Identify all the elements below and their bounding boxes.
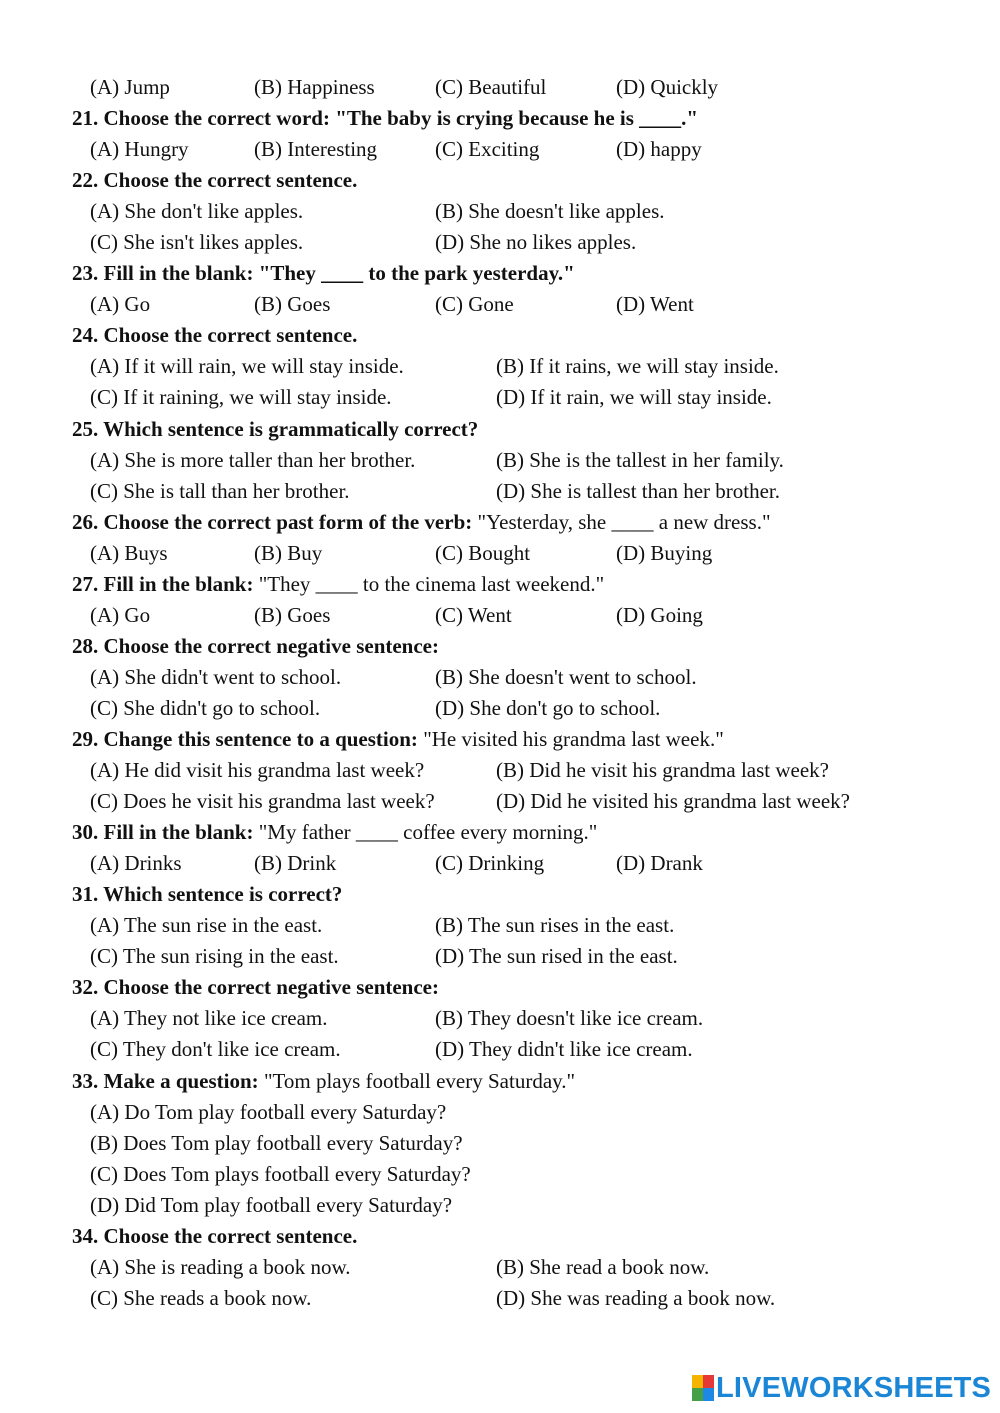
question-line xyxy=(0,1221,1000,1252)
answer-option[interactable]: (C) The sun rising in the east. xyxy=(90,944,339,969)
question-quote: "He visited his grandma last week." xyxy=(417,726,724,751)
question-line xyxy=(0,817,1000,848)
answer-option[interactable]: (D) Quickly xyxy=(616,75,719,99)
answer-option[interactable]: (B) She doesn't like apples. xyxy=(435,199,665,224)
logo-square xyxy=(692,1375,703,1388)
options-line xyxy=(0,72,1000,103)
answer-option[interactable]: (A) Go xyxy=(90,292,151,317)
logo-square xyxy=(703,1375,714,1388)
options-line xyxy=(0,662,1000,693)
answer-option[interactable]: (C) Beautiful xyxy=(435,75,547,99)
options-line xyxy=(0,382,1000,413)
question-prompt: 30. Fill in the blank: xyxy=(72,820,254,845)
answer-option[interactable]: (B) Did he visit his grandma last week? xyxy=(496,758,830,783)
answer-option[interactable]: (A) Hungry xyxy=(90,137,189,162)
answer-option[interactable]: (A) If it will rain, we will stay inside. xyxy=(90,354,404,379)
answer-option[interactable]: (D) happy xyxy=(616,137,702,162)
question-prompt: 22. Choose the correct sentence. xyxy=(72,168,358,193)
options-line xyxy=(0,1190,1000,1221)
options-line xyxy=(0,1159,1000,1190)
options-line xyxy=(0,227,1000,258)
answer-option[interactable]: (D) Buying xyxy=(616,540,713,565)
answer-option[interactable]: (D) Going xyxy=(616,602,703,627)
answer-option[interactable]: (B) The sun rises in the east. xyxy=(435,913,675,938)
options-line xyxy=(0,1128,1000,1159)
answer-option[interactable]: (D) If it rain, we will stay inside. xyxy=(496,385,772,410)
logo-square xyxy=(703,1388,714,1401)
question-quote: "Yesterday, she ____ a new dress." xyxy=(472,509,771,534)
answer-option[interactable]: (A) They not like ice cream. xyxy=(90,1006,328,1031)
answer-option[interactable]: (B) If it rains, we will stay inside. xyxy=(496,354,779,379)
options-line xyxy=(0,445,1000,476)
options-line xyxy=(0,476,1000,507)
question-quote: "My father ____ coffee every morning." xyxy=(253,820,598,845)
answer-option[interactable]: (D) She don't go to school. xyxy=(435,695,661,720)
answer-option[interactable]: (D) She is tallest than her brother. xyxy=(496,478,781,503)
answer-option[interactable]: (B) Does Tom play football every Saturday? xyxy=(90,1130,463,1155)
answer-option[interactable]: (C) Bought xyxy=(435,540,531,565)
answer-option[interactable]: (A) Go xyxy=(90,602,151,627)
answer-option[interactable]: (B) She is the tallest in her family. xyxy=(496,447,784,472)
answer-option[interactable]: (B) They doesn't like ice cream. xyxy=(435,1006,704,1031)
answer-option[interactable]: (C) Went xyxy=(435,602,512,627)
question-prompt: 23. Fill in the blank: "They ____ to the park yesterday." xyxy=(72,261,575,286)
answer-option[interactable]: (C) Drinking xyxy=(435,851,545,876)
answer-option[interactable]: (A) She is more taller than her brother. xyxy=(90,447,416,472)
options-line xyxy=(0,786,1000,817)
question-line xyxy=(0,972,1000,1003)
answer-option[interactable]: (C) Gone xyxy=(435,292,514,317)
question-prompt: 27. Fill in the blank: xyxy=(72,571,254,596)
options-line xyxy=(0,848,1000,879)
question-line xyxy=(0,569,1000,600)
answer-option[interactable]: (B) Buy xyxy=(254,540,323,565)
question-quote: "They ____ to the cinema last weekend." xyxy=(253,571,605,596)
options-line xyxy=(0,134,1000,165)
answer-option[interactable]: (C) She didn't go to school. xyxy=(90,695,321,720)
options-line xyxy=(0,941,1000,972)
question-line xyxy=(0,879,1000,910)
question-prompt: 26. Choose the correct past form of the verb: xyxy=(72,509,473,534)
options-line xyxy=(0,910,1000,941)
answer-option[interactable]: (C) Does he visit his grandma last week? xyxy=(90,789,435,814)
answer-option[interactable]: (A) She don't like apples. xyxy=(90,199,304,224)
question-line xyxy=(0,103,1000,134)
options-line xyxy=(0,693,1000,724)
logo-square xyxy=(692,1388,703,1401)
answer-option[interactable]: (D) The sun rised in the east. xyxy=(435,944,678,969)
question-prompt: 31. Which sentence is correct? xyxy=(72,882,343,907)
liveworksheets-logo-icon xyxy=(692,1375,714,1401)
answer-option[interactable]: (C) They don't like ice cream. xyxy=(90,1037,341,1062)
answer-option[interactable]: (D) Went xyxy=(616,292,694,317)
answer-option[interactable]: (B) Happiness xyxy=(254,75,375,99)
question-line xyxy=(0,320,1000,351)
answer-option[interactable]: (A) Drinks xyxy=(90,851,182,876)
options-line xyxy=(0,1283,1000,1314)
question-prompt: 28. Choose the correct negative sentence: xyxy=(72,633,439,658)
question-line xyxy=(0,631,1000,662)
answer-option[interactable]: (C) She reads a book now. xyxy=(90,1285,312,1310)
answer-option[interactable]: (C) If it raining, we will stay inside. xyxy=(90,385,392,410)
answer-option[interactable]: (B) Drink xyxy=(254,851,337,876)
answer-option[interactable]: (A) She is reading a book now. xyxy=(90,1254,351,1279)
question-quote: "Tom plays football every Saturday." xyxy=(258,1068,576,1093)
question-prompt: 34. Choose the correct sentence. xyxy=(72,1223,358,1248)
question-prompt: 32. Choose the correct negative sentence: xyxy=(72,975,439,1000)
answer-option[interactable]: (A) The sun rise in the east. xyxy=(90,913,323,938)
question-line xyxy=(0,414,1000,445)
answer-option[interactable]: (D) Did Tom play football every Saturday? xyxy=(90,1192,453,1217)
answer-option[interactable]: (A) Buys xyxy=(90,540,168,565)
brand-text: LIVEWORKSHEETS xyxy=(716,1372,992,1404)
options-line xyxy=(0,1034,1000,1065)
answer-option[interactable]: (A) She didn't went to school. xyxy=(90,664,342,689)
liveworksheets-brand[interactable] xyxy=(692,1372,991,1404)
answer-option[interactable]: (B) Interesting xyxy=(254,137,378,162)
answer-option[interactable]: (C) Exciting xyxy=(435,137,540,162)
question-line xyxy=(0,258,1000,289)
answer-option[interactable]: (D) She was reading a book now. xyxy=(496,1285,776,1310)
question-prompt: 21. Choose the correct word: "The baby is crying because he is ____." xyxy=(72,106,699,131)
worksheet xyxy=(0,72,1000,1314)
answer-option[interactable]: (D) They didn't like ice cream. xyxy=(435,1037,693,1062)
question-prompt: 24. Choose the correct sentence. xyxy=(72,323,358,348)
question-prompt: 33. Make a question: xyxy=(72,1068,259,1093)
answer-option[interactable]: (B) Goes xyxy=(254,292,331,317)
options-line xyxy=(0,538,1000,569)
answer-option[interactable]: (A) Do Tom play football every Saturday? xyxy=(90,1099,447,1124)
answer-option[interactable]: (C) She isn't likes apples. xyxy=(90,230,304,255)
options-line xyxy=(0,1003,1000,1034)
answer-option[interactable]: (B) Goes xyxy=(254,602,331,627)
answer-option[interactable]: (A) He did visit his grandma last week? xyxy=(90,758,425,783)
answer-option[interactable]: (D) Did he visited his grandma last week? xyxy=(496,789,850,814)
question-line xyxy=(0,165,1000,196)
options-line xyxy=(0,755,1000,786)
options-line xyxy=(0,196,1000,227)
answer-option[interactable]: (B) She read a book now. xyxy=(496,1254,710,1279)
options-line xyxy=(0,289,1000,320)
options-line xyxy=(0,1252,1000,1283)
question-prompt: 25. Which sentence is grammatically correct? xyxy=(72,416,479,441)
answer-option[interactable]: (D) Drank xyxy=(616,851,703,876)
question-prompt: 29. Change this sentence to a question: xyxy=(72,726,418,751)
question-line xyxy=(0,724,1000,755)
options-line xyxy=(0,600,1000,631)
answer-option[interactable]: (C) Does Tom plays football every Saturday? xyxy=(90,1161,471,1186)
answer-option[interactable]: (D) She no likes apples. xyxy=(435,230,637,255)
options-line xyxy=(0,351,1000,382)
answer-option[interactable]: (C) She is tall than her brother. xyxy=(90,478,350,503)
answer-option[interactable]: (A) Jump xyxy=(90,75,170,99)
options-line xyxy=(0,1097,1000,1128)
question-line xyxy=(0,507,1000,538)
answer-option[interactable]: (B) She doesn't went to school. xyxy=(435,664,697,689)
question-line xyxy=(0,1066,1000,1097)
